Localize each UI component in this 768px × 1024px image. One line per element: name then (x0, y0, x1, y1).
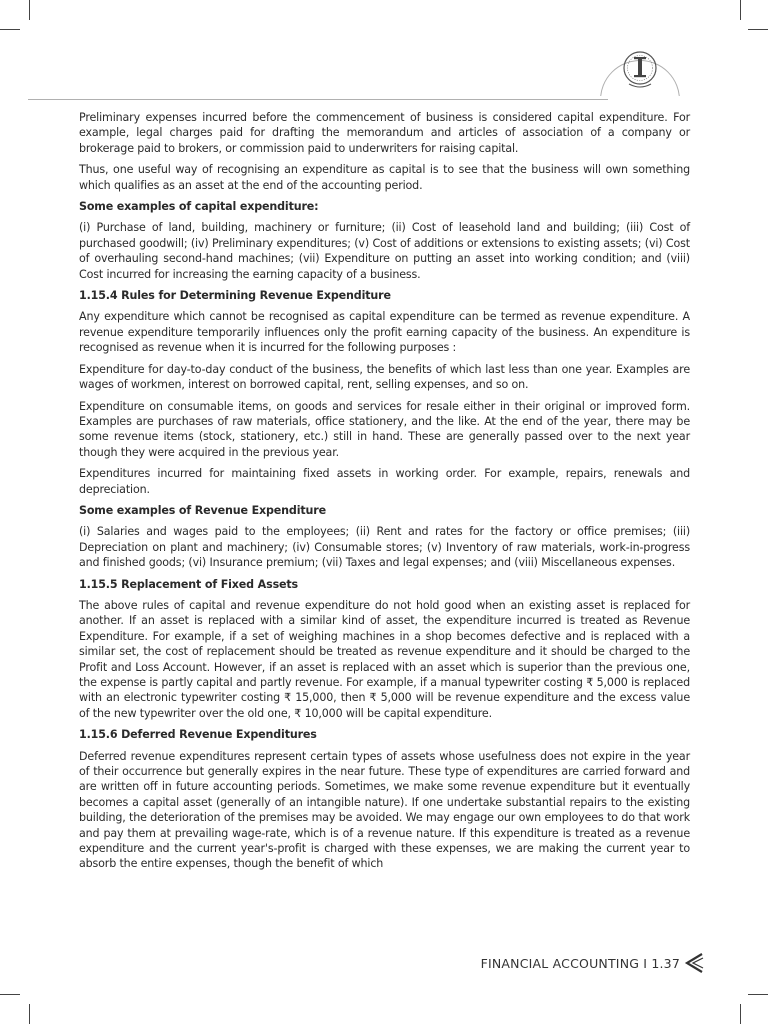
crop-mark (740, 1004, 741, 1024)
paragraph: The above rules of capital and revenue expenditure do not hold good when an existing asset is replaced for another. If an asset is replaced with a similar kind of asset, the expenditure incurred is treated as Revenue Expenditure. For example, if a set of weighing machines in a shop becomes defective and is replaced with a similar set, the cost of replacement should be treated as revenue expenditure and it should be charged to the Profit and Loss Account. However, if an asset is replaced with an asset which is superior than the previous one, the expense is partly capital and partly revenue. For example, if a manual typewriter costing ₹ 5,000 is replaced with an electronic typewriter costing ₹ 15,000, then ₹ 5,000 will be revenue expenditure and the excess value of the new typewriter over the old one, ₹ 10,000 will be capital expenditure. (79, 598, 690, 720)
footer-label: FINANCIAL ACCOUNTING I 1.37 (480, 955, 680, 971)
paragraph: Deferred revenue expenditures represent certain types of assets whose usefulness does not expire in the year of their occurrence but generally expires in the near future. These type of expenditures are carried forward and are written off in future accounting periods. Sometimes, we make some revenue expenditure but it eventually becomes a capital asset (generally of an intangible nature). If one undertake substantial repairs to the existing building, the deterioration of the premises may be avoided. We may engage our own employees to do that work and pay them at prevailing wage-rate, which is of a revenue nature. If this expenditure is treated as a revenue expenditure and the current year's-profit is charged with these expenses, we are making the current year to absorb the entire expenses, though the benefit of which (79, 749, 690, 871)
section-heading: Some examples of capital expenditure: (79, 200, 319, 214)
paragraph: Expenditure on consumable items, on goods and services for resale either in their original or improved form. Examples are purchases of raw materials, office stationery, and the like. At the end of the year, there may be some revenue items (stock, stationery, etc.) still in hand. These are generally passed over to the next year though they were acquired in the previous year. (79, 399, 690, 459)
paragraph: Any expenditure which cannot be recognised as capital expenditure can be termed as revenue expenditure. A revenue expenditure temporarily influences only the profit earning capacity of the business. An expenditure is recognised as revenue when it is incurred for the following purposes : (79, 310, 690, 355)
paragraph: Preliminary expenses incurred before the commencement of business is considered capital expenditure. For example, legal charges paid for drafting the memorandum and articles of association of a company or brokerage paid to brokers, or commission paid to underwriters for raising capital. (79, 111, 690, 155)
crop-mark (0, 29, 20, 30)
header-rule (28, 99, 608, 100)
crop-mark (748, 994, 768, 995)
section-heading: 1.15.4 Rules for Determining Revenue Expenditure (79, 289, 391, 303)
crop-mark (29, 1004, 30, 1024)
crop-mark (740, 0, 741, 20)
crop-mark (748, 29, 768, 30)
page-content (79, 110, 690, 878)
page-footer (481, 952, 704, 974)
section-heading: Some examples of Revenue Expenditure (79, 503, 326, 517)
paragraph: Thus, one useful way of recognising an expenditure as capital is to see that the business will own something which qualifies as an asset at the end of the accounting period. (79, 163, 690, 192)
crop-mark (0, 994, 20, 995)
crop-mark (29, 0, 30, 20)
institute-emblem-icon (620, 48, 660, 94)
chevron-left-icon (684, 952, 704, 974)
paragraph: (i) Salaries and wages paid to the employees; (ii) Rent and rates for the factory or office premises; (iii) Depreciation on plant and machinery; (iv) Consumable stores; (v) Inventory of raw materials, work-in-progress and finished goods; (vi) Insurance premium; (vii) Taxes and legal expenses; and (viii) Miscellaneous expenses. (79, 525, 690, 570)
paragraph: (i) Purchase of land, building, machinery or furniture; (ii) Cost of leasehold land and building; (iii) Cost of purchased goodwill; (iv) Preliminary expenditures; (v) Cost of additions or extensions to existing assets; (vi) Cost of overhauling second-hand machines; (vii) Expenditure on putting an asset into working condition; and (viii) Cost incurred for increasing the earning capacity of a business. (79, 221, 690, 281)
paragraph: Expenditures incurred for maintaining fixed assets in working order. For example, repairs, renewals and depreciation. (79, 467, 690, 496)
section-heading: 1.15.6 Deferred Revenue Expenditures (79, 728, 317, 742)
paragraph: Expenditure for day-to-day conduct of the business, the benefits of which last less than one year. Examples are wages of workmen, interest on borrowed capital, rent, selling expenses, and so on. (79, 362, 690, 392)
section-heading: 1.15.5 Replacement of Fixed Assets (79, 577, 299, 591)
